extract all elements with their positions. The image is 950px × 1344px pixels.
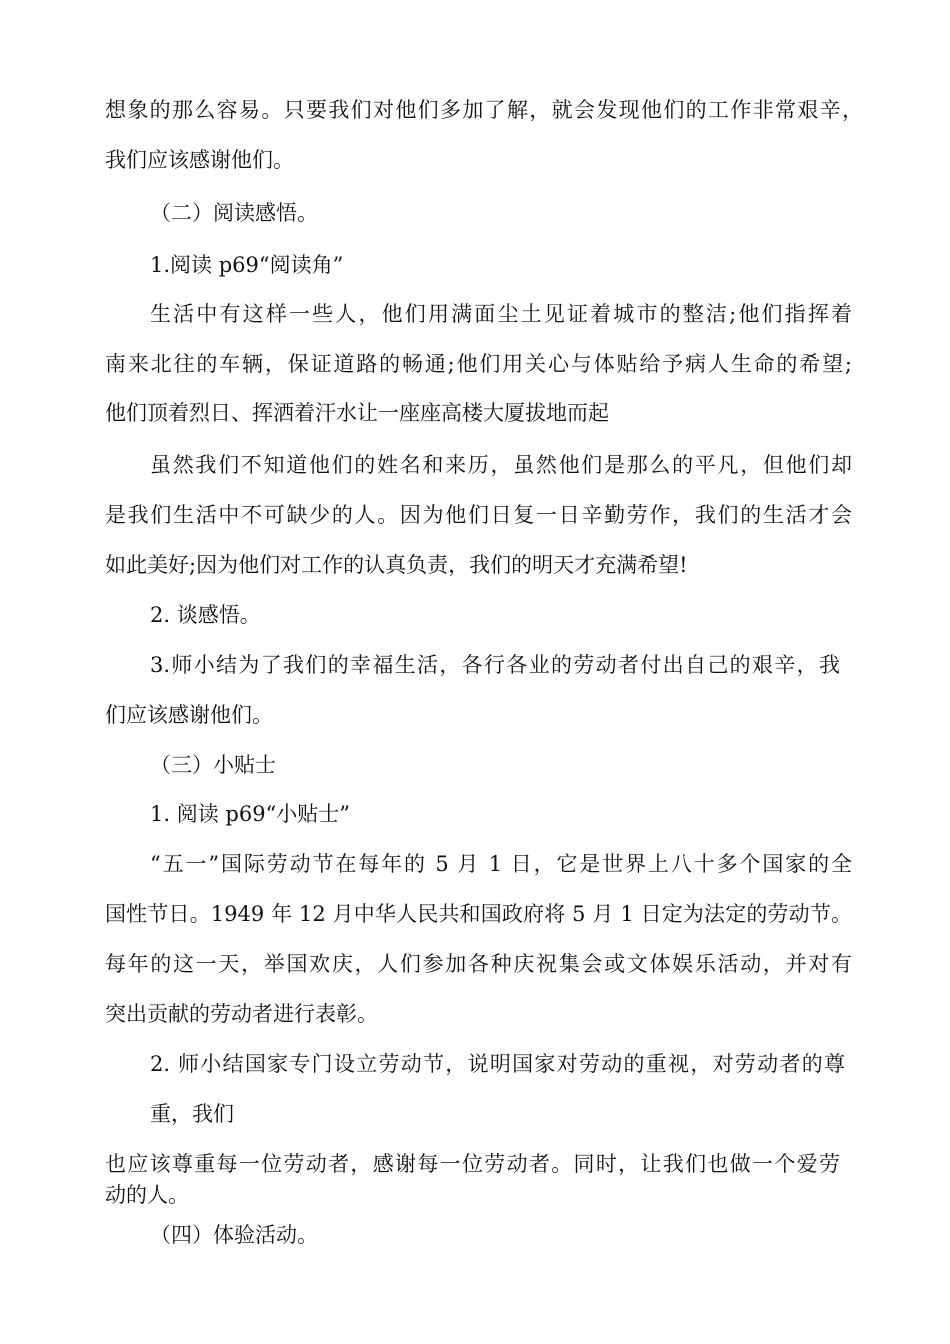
paragraph-line: 生活中有这样一些人，他们用满面尘土见证着城市的整洁;他们指挥着 [150,302,852,326]
paragraph-line: “五一”国际劳动节在每年的 5 月 1 日，它是世界上八十多个国家的全 [150,852,852,876]
paragraph-line: 重，我们 [150,1102,234,1126]
section-heading: （四）体验活动。 [150,1223,318,1247]
paragraph-line: 每年的这一天，举国欢庆，人们参加各种庆祝集会或文体娱乐活动，并对有 [105,952,852,976]
paragraph-line: 也应该尊重每一位劳动者，感谢每一位劳动者。同时，让我们也做一个爱劳 [105,1152,840,1176]
paragraph-line: 2. 师小结国家专门设立劳动节，说明国家对劳动的重视，对劳动者的尊 [150,1052,845,1076]
paragraph-line: 南来北往的车辆，保证道路的畅通;他们用关心与体贴给予病人生命的希望; [105,352,852,376]
list-item-heading: 1.阅读 p69“阅读角” [150,253,344,277]
paragraph-line: 他们顶着烈日、挥洒着汗水让一座座高楼大厦拔地而起 [105,401,609,425]
paragraph-line: 突出贡献的劳动者进行表彰。 [105,1002,378,1026]
paragraph-line: 动的人。 [105,1183,189,1207]
paragraph-line: 3.师小结为了我们的幸福生活，各行各业的劳动者付出自己的艰辛，我 [150,653,840,677]
paragraph-line: 虽然我们不知道他们的姓名和来历，虽然他们是那么的平凡，但他们却 [150,453,852,477]
section-heading: （二）阅读感悟。 [150,201,318,225]
paragraph-line: 国性节日。1949 年 12 月中华人民共和国政府将 5 月 1 日定为法定的劳动节。 [105,902,852,926]
paragraph-line: 们应该感谢他们。 [105,703,273,727]
paragraph-line: 我们应该感谢他们。 [105,148,294,172]
section-heading: （三）小贴士 [150,753,276,777]
paragraph-line: 如此美好;因为他们对工作的认真负责，我们的明天才充满希望! [105,553,688,577]
list-item-heading: 1. 阅读 p69“小贴士” [150,802,351,826]
paragraph-line: 是我们生活中不可缺少的人。因为他们日复一日辛勤劳作，我们的生活才会 [105,503,852,527]
list-item-heading: 2. 谈感悟。 [150,603,261,627]
paragraph-line: 想象的那么容易。只要我们对他们多加了解，就会发现他们的工作非常艰辛， [105,98,863,122]
